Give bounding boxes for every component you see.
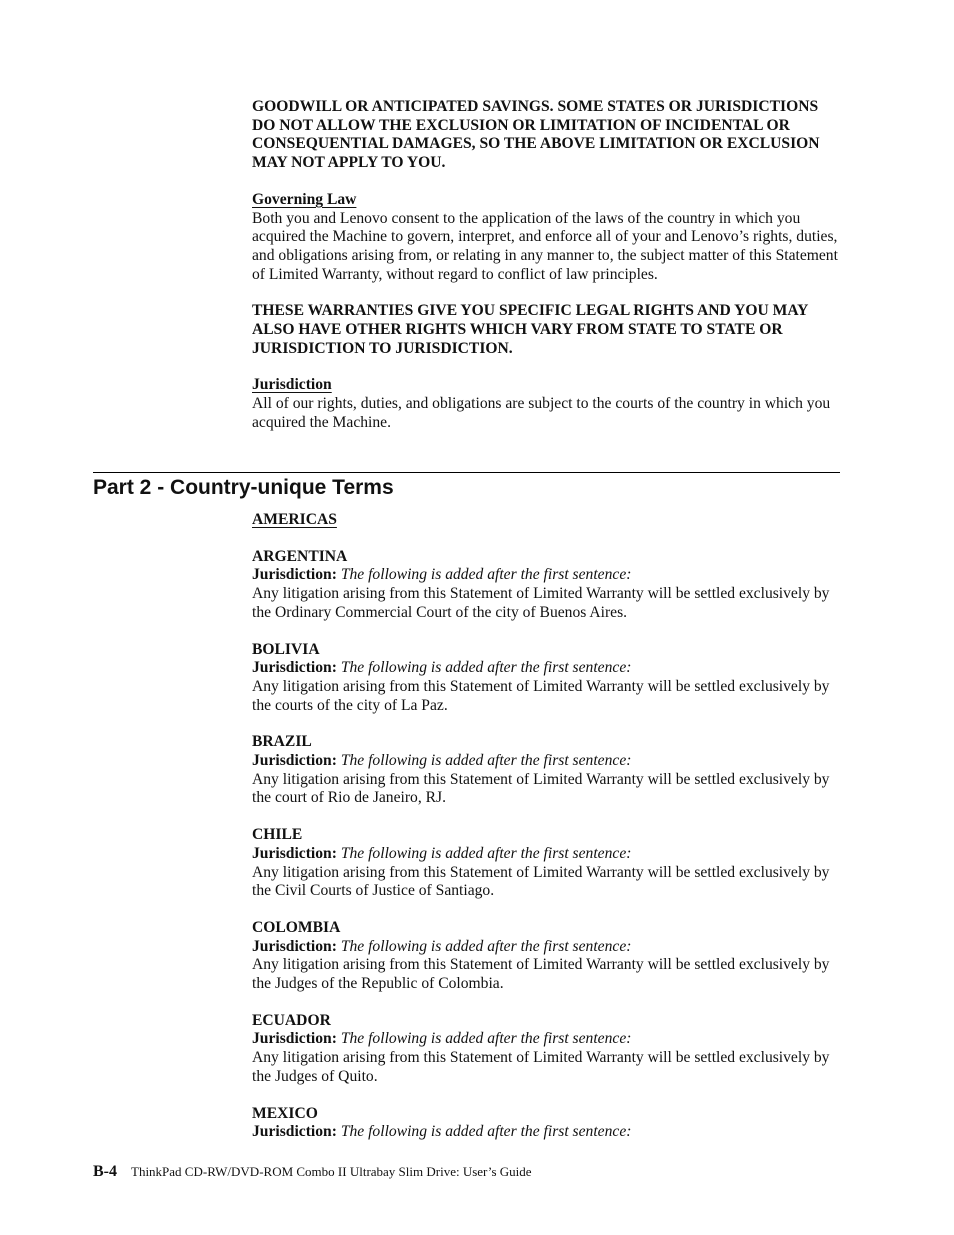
jurisdiction-note: The following is added after the first sentence: (340, 659, 632, 677)
warranty-caps-paragraph: THESE WARRANTIES GIVE YOU SPECIFIC LEGAL RIGHTS AND YOU MAY ALSO HAVE OTHER RIGHTS WHICH VARY FROM STATE TO STATE OR JURISDICTION TO JURISDICTION. (252, 302, 808, 357)
country-text: Any litigation arising from this Statement of Limited Warranty will be settled exclusively by the Judges of the Republic of Colombia. (252, 956, 830, 993)
top-block (252, 98, 842, 433)
country-name: BRAZIL (252, 733, 312, 751)
country-text: Any litigation arising from this Statement of Limited Warranty will be settled exclusively by the Civil Courts of Justice of Santiago. (252, 863, 830, 900)
country-name: ECUADOR (252, 1011, 331, 1029)
country-entry (252, 1087, 842, 1142)
jurisdiction-label: Jurisdiction: (252, 566, 337, 584)
jurisdiction-label: Jurisdiction: (252, 752, 337, 770)
governing-law-heading: Governing Law (252, 190, 357, 208)
jurisdiction-heading: Jurisdiction (252, 376, 332, 394)
country-entry (252, 994, 842, 1087)
jurisdiction-line (252, 1123, 842, 1142)
jurisdiction-label: Jurisdiction: (252, 844, 337, 862)
country-text: Any litigation arising from this Statement of Limited Warranty will be settled exclusively by the courts of the city of La Paz. (252, 677, 830, 714)
jurisdiction-label: Jurisdiction: (252, 1030, 337, 1048)
governing-law-body: Both you and Lenovo consent to the application of the laws of the country in which you acquired the Machine to govern, interpret, and enforce all of your and Lenovo’s rights, duties, and obligations arising from, or relating in any manner to, the subject matter of this Statement of Limited Warranty, without regard to conflict of law principles. (252, 209, 838, 283)
country-list (252, 530, 842, 1142)
page-number: B-4 (93, 1163, 117, 1180)
jurisdiction-label: Jurisdiction: (252, 1123, 337, 1141)
jurisdiction-note: The following is added after the first sentence: (340, 1123, 632, 1141)
country-name: MEXICO (252, 1104, 318, 1122)
jurisdiction-label: Jurisdiction: (252, 937, 337, 955)
part-title: Part 2 - Country-unique Terms (93, 476, 394, 499)
country-entry (252, 901, 842, 994)
footer-title: ThinkPad CD-RW/DVD-ROM Combo II Ultrabay Slim Drive: User’s Guide (131, 1164, 532, 1179)
jurisdiction-note: The following is added after the first sentence: (340, 844, 632, 862)
country-text: Any litigation arising from this Statement of Limited Warranty will be settled exclusively by the Judges of Quito. (252, 1049, 830, 1085)
jurisdiction-note: The following is added after the first sentence: (340, 566, 632, 584)
country-text: Any litigation arising from this Statement of Limited Warranty will be settled exclusively by the Ordinary Commercial Court of the city of Buenos Aires. (252, 585, 830, 621)
country-entry (252, 530, 842, 623)
jurisdiction-line (252, 1030, 842, 1049)
country-entry (252, 623, 842, 716)
country-name: CHILE (252, 826, 303, 844)
country-entry (252, 808, 842, 901)
country-text: Any litigation arising from this Statement of Limited Warranty will be settled exclusively by the court of Rio de Janeiro, RJ. (252, 770, 830, 807)
country-section (252, 511, 842, 1142)
page-footer (93, 1162, 532, 1182)
jurisdiction-note: The following is added after the first sentence: (340, 1030, 632, 1048)
jurisdiction-line (252, 938, 842, 957)
jurisdiction-label: Jurisdiction: (252, 659, 337, 677)
country-name: ARGENTINA (252, 547, 348, 565)
jurisdiction-note: The following is added after the first sentence: (340, 937, 632, 955)
jurisdiction-line (252, 566, 842, 585)
section-divider (93, 472, 840, 473)
country-name: BOLIVIA (252, 640, 320, 658)
jurisdiction-body: All of our rights, duties, and obligations are subject to the courts of the country in which you acquired the Machine. (252, 395, 831, 431)
region-heading: AMERICAS (252, 511, 337, 528)
country-entry (252, 715, 842, 808)
intro-caps-paragraph: GOODWILL OR ANTICIPATED SAVINGS. SOME STATES OR JURISDICTIONS DO NOT ALLOW THE EXCLUSION OR LIMITATION OF INCIDENTAL OR CONSEQUENTIAL DAMAGES, SO THE ABOVE LIMITATION OR EXCLUSION MAY NOT APPLY TO YOU. (252, 98, 820, 172)
jurisdiction-note: The following is added after the first sentence: (340, 752, 632, 770)
jurisdiction-line (252, 752, 842, 771)
jurisdiction-line (252, 845, 842, 864)
country-name: COLOMBIA (252, 918, 341, 936)
jurisdiction-line (252, 659, 842, 678)
